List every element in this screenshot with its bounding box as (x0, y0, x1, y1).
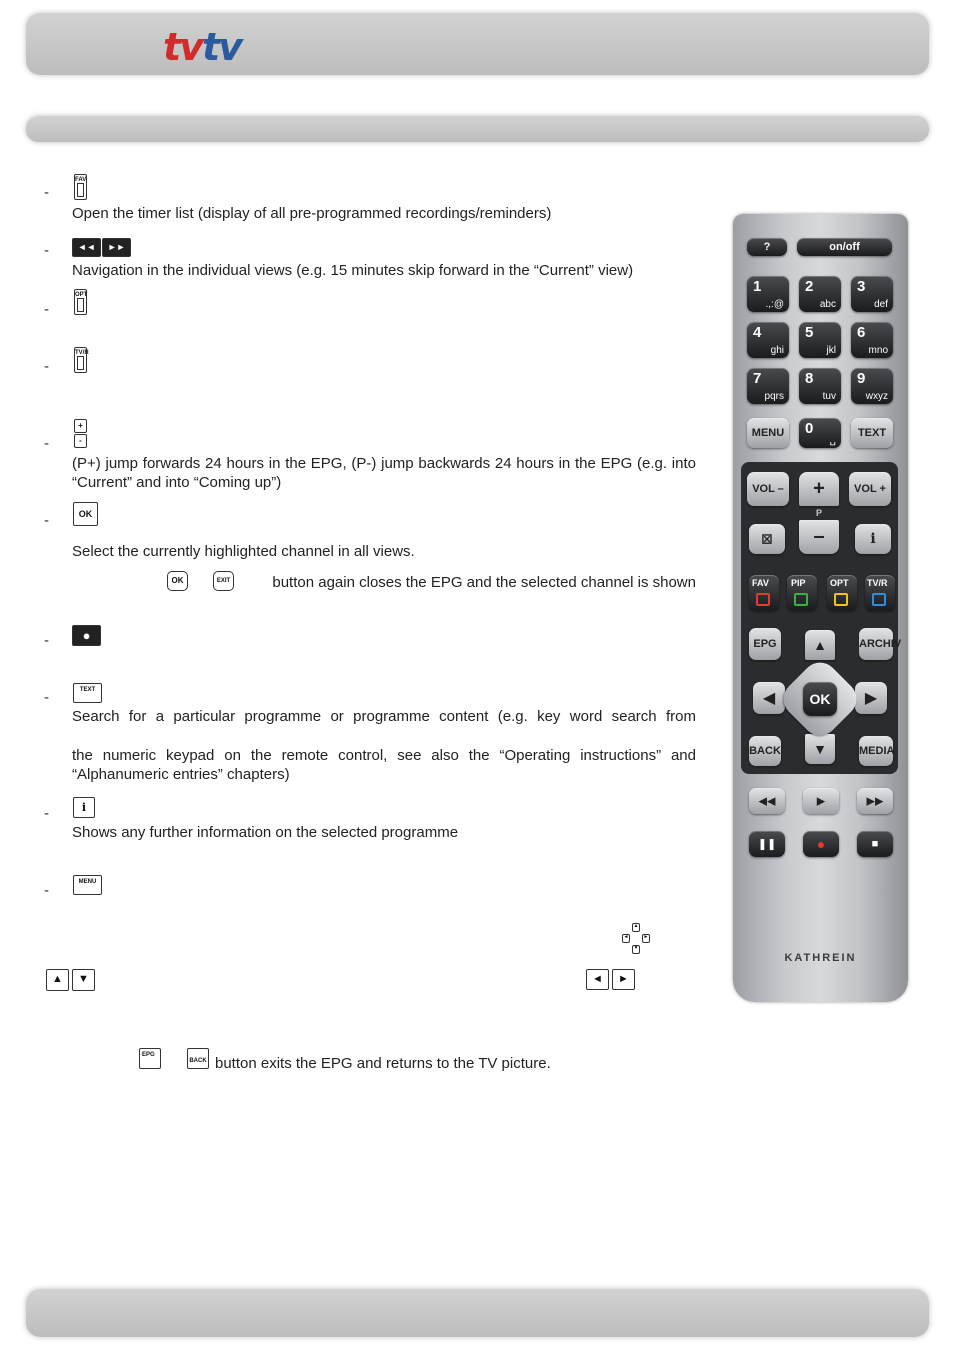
ok-key-small-icon: OK (167, 571, 188, 591)
info-description: Shows any further information on the selected programme (72, 824, 459, 841)
bullet-dash: - (44, 805, 49, 822)
remote-p-plus: + (799, 472, 839, 506)
remote-rewind-icon: ◀◀ (749, 788, 785, 814)
ok-description: Select the currently highlighted channel in all views. (72, 543, 415, 560)
remote-archiv-button: ARCHIV (859, 628, 893, 660)
right-key-icon: ► (612, 969, 635, 990)
remote-digit-7: 7 pqrs (747, 368, 789, 404)
footer-bar (26, 1289, 929, 1337)
p-keys-description: (P+) jump forwards 24 hours in the EPG, (P-) jump backwards 24 hours in the EPG (e.g. into “Current” and into “Coming up”) (72, 455, 696, 491)
remote-text-button: TEXT (851, 418, 893, 448)
cross-up-icon: ▲ (632, 923, 640, 932)
info-key-icon: i (73, 797, 95, 818)
text-key-icon: TEXT (73, 683, 102, 703)
remote-control (733, 214, 908, 1002)
remote-digit-5: 5 jkl (799, 322, 841, 358)
remote-menu-button: MENU (747, 418, 789, 448)
bullet-dash: - (44, 242, 49, 259)
remote-mute-icon: ⊠ (749, 524, 785, 554)
bullet-dash: - (44, 512, 49, 529)
remote-help-button: ? (747, 238, 787, 256)
remote-opt-button: OPT (827, 575, 857, 611)
opt-key-icon: OPT (74, 289, 87, 315)
cross-right-icon: ► (642, 934, 650, 943)
remote-left-arrow-icon: ◀ (753, 682, 785, 714)
remote-digit-2: 2 abc (799, 276, 841, 312)
fav-description: Open the timer list (display of all pre-programmed recordings/reminders) (72, 205, 552, 222)
tvtv-logo: tvtv (163, 25, 241, 69)
remote-digit-6: 6 mno (851, 322, 893, 358)
remote-back-button: BACK (749, 736, 781, 766)
remote-down-arrow-icon: ▼ (805, 734, 835, 764)
remote-vol-plus: VOL + (849, 472, 891, 506)
tvr-key-icon: TV/R (74, 347, 87, 373)
bullet-dash: - (44, 689, 49, 706)
remote-tvr-button: TV/R (865, 575, 895, 611)
remote-play-icon: ▶ (803, 788, 839, 814)
remote-right-arrow-icon: ▶ (855, 682, 887, 714)
text-search-description-cont: the numeric keypad on the remote control, see also the “Operating instructions” and “Alphanumeric entries” chapters) (72, 747, 696, 783)
cross-down-icon: ▼ (632, 945, 640, 954)
remote-p-label: P (815, 508, 822, 518)
cross-navigation-icon (622, 923, 650, 955)
remote-p-minus: – (799, 520, 839, 554)
remote-control-panel (741, 462, 902, 774)
remote-digit-9: 9 wxyz (851, 368, 893, 404)
exit-epg-description: button exits the EPG and returns to the TV picture. (215, 1055, 551, 1072)
section-bar (26, 116, 929, 142)
p-minus-key-icon: - (74, 434, 87, 448)
remote-pause-icon: ❚❚ (749, 831, 785, 857)
exit-key-icon: EXIT (213, 571, 234, 591)
back-key-icon: BACK (187, 1048, 209, 1069)
rewind-key-icon: ◄◄ (72, 238, 101, 257)
remote-info-icon: i (855, 524, 891, 554)
up-key-icon: ▲ (46, 969, 69, 991)
remote-stop-icon: ■ (857, 831, 893, 857)
remote-epg-button: EPG (749, 628, 781, 660)
fast-forward-key-icon: ►► (102, 238, 131, 257)
remote-vol-minus: VOL – (747, 472, 789, 506)
down-key-icon: ▼ (72, 969, 95, 991)
left-key-icon: ◄ (586, 969, 609, 990)
remote-digit-1: 1 .,:@ (747, 276, 789, 312)
remote-digit-4: 4 ghi (747, 322, 789, 358)
menu-key-icon: MENU (73, 875, 102, 895)
remote-record-icon: ● (803, 831, 839, 857)
record-key-icon: ● (72, 625, 101, 646)
remote-pip-button: PIP (787, 575, 817, 611)
bullet-dash: - (44, 435, 49, 452)
remote-digit-8: 8 tuv (799, 368, 841, 404)
kathrein-logo: KATHREIN (784, 952, 857, 964)
remote-digit-3: 3 def (851, 276, 893, 312)
remote-fast-forward-icon: ▶▶ (857, 788, 893, 814)
remote-digit-0: 0 ␣ (799, 418, 841, 448)
navigation-description: Navigation in the individual views (e.g. 15 minutes skip forward in the “Current” view) (72, 262, 634, 279)
ok-key-icon: OK (73, 502, 98, 526)
cross-left-icon: ◄ (622, 934, 630, 943)
remote-up-arrow-icon: ▲ (805, 630, 835, 660)
p-plus-key-icon: + (74, 419, 87, 433)
remote-power-button: on/off (797, 238, 892, 256)
remote-ok-button: OK (803, 682, 837, 716)
header-bar (26, 13, 929, 75)
bullet-dash: - (44, 358, 49, 375)
remote-fav-button: FAV (749, 575, 779, 611)
bullet-dash: - (44, 632, 49, 649)
bullet-dash: - (44, 184, 49, 201)
remote-media-button: MEDIA (859, 736, 893, 766)
exit-description: button again closes the EPG and the selected channel is shown (272, 574, 696, 591)
fav-key-icon: FAV (74, 174, 87, 200)
text-search-description: Search for a particular programme or programme content (e.g. key word search from (72, 708, 696, 725)
epg-key-icon: EPG (139, 1048, 161, 1069)
bullet-dash: - (44, 301, 49, 318)
bullet-dash: - (44, 882, 49, 899)
